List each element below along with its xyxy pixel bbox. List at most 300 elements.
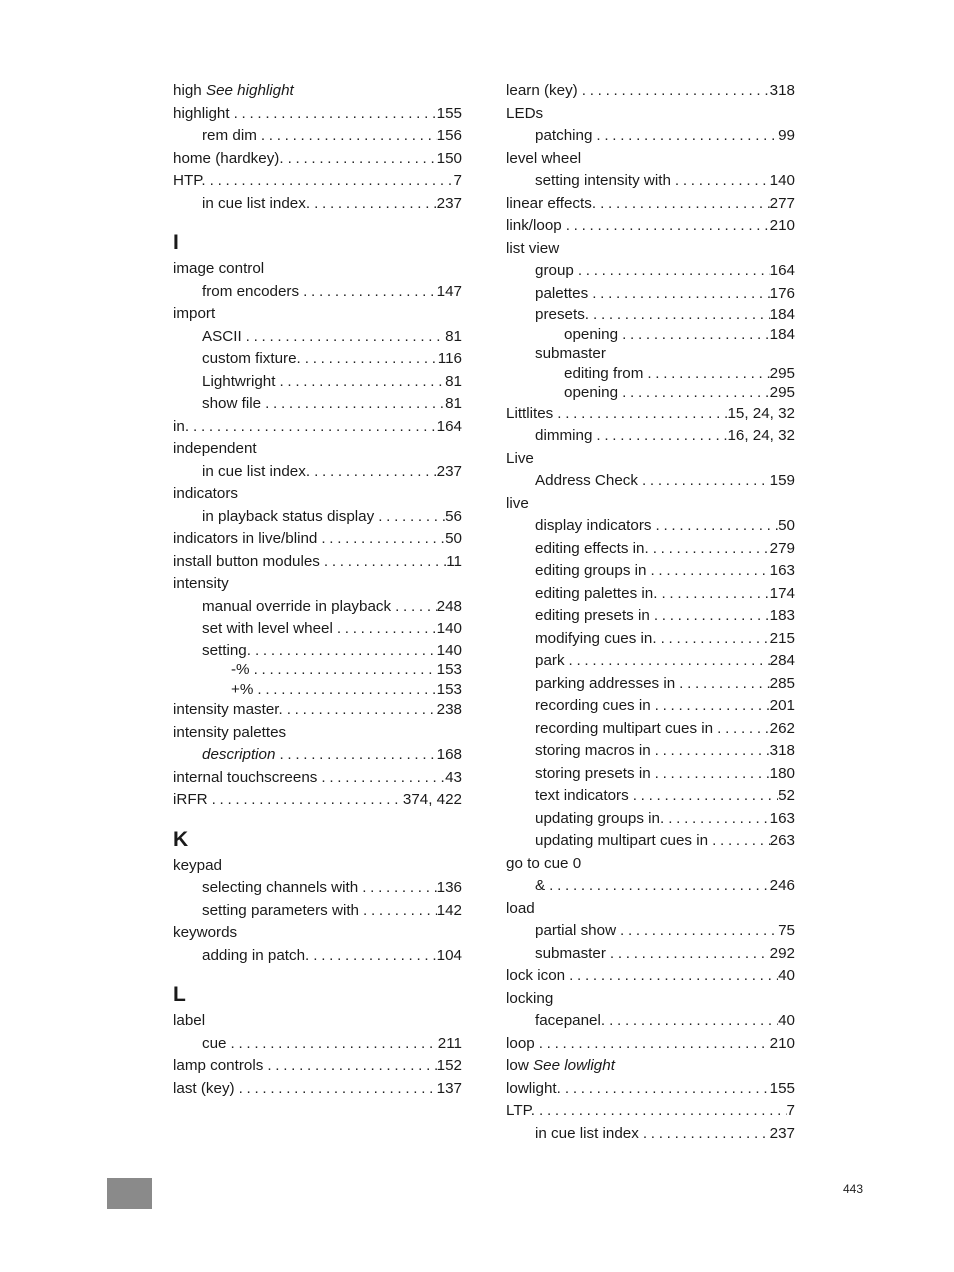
index-entry bbox=[506, 215, 795, 238]
entry-page-ref: 81 bbox=[445, 372, 462, 390]
entry-term bbox=[535, 170, 671, 193]
index-entry bbox=[506, 515, 795, 538]
entry-term-text: -% bbox=[231, 661, 250, 678]
index-entry bbox=[173, 1078, 462, 1101]
entry-term-text: palettes bbox=[535, 284, 589, 302]
entry-page-ref: 56 bbox=[445, 507, 462, 525]
entry-term-text: Address Check bbox=[535, 472, 638, 489]
footer-tab-marker bbox=[107, 1178, 152, 1209]
entry-term-text: high bbox=[173, 82, 206, 99]
index-entry bbox=[506, 193, 795, 216]
entry-term bbox=[173, 1010, 205, 1033]
entry-page-ref: 284 bbox=[769, 652, 795, 669]
dot-leader bbox=[333, 618, 437, 641]
index-entry bbox=[506, 965, 795, 988]
entry-term-text: internal touchscreens bbox=[173, 768, 318, 786]
entry-page-ref: 163 bbox=[769, 562, 795, 579]
entry-term-text: linear effects. bbox=[506, 194, 597, 212]
entry-term bbox=[173, 922, 237, 945]
entry-term-text: show file bbox=[202, 395, 262, 412]
entry-term-text: selecting channels with bbox=[202, 879, 359, 896]
entry-term bbox=[506, 988, 553, 1011]
entry-page-ref: 184 bbox=[769, 325, 795, 343]
index-entry bbox=[173, 303, 462, 326]
entry-term-text: install button modules bbox=[173, 552, 320, 570]
index-entry bbox=[173, 103, 462, 126]
entry-term-text: display indicators bbox=[535, 517, 652, 534]
index-entry bbox=[173, 281, 462, 304]
dot-leader bbox=[605, 1010, 778, 1033]
entry-term bbox=[535, 830, 708, 853]
entry-term bbox=[535, 425, 592, 448]
index-entry bbox=[173, 922, 462, 945]
index-entry bbox=[173, 438, 462, 461]
index-entry bbox=[506, 1123, 795, 1146]
index-entry bbox=[506, 560, 795, 583]
entry-term-text: partial show bbox=[535, 922, 617, 939]
entry-page-ref: 40 bbox=[778, 967, 795, 984]
index-entry bbox=[173, 680, 462, 700]
index-entry bbox=[173, 148, 462, 171]
entry-term bbox=[506, 853, 581, 876]
index-entry bbox=[173, 416, 462, 439]
entry-term-text: independent bbox=[173, 440, 257, 457]
index-entry bbox=[506, 403, 795, 426]
index-entry bbox=[506, 170, 795, 193]
entry-term bbox=[202, 596, 391, 619]
entry-term bbox=[535, 650, 565, 673]
entry-term bbox=[535, 1123, 639, 1146]
index-entry bbox=[173, 125, 462, 148]
entry-term-text: recording cues in bbox=[535, 697, 651, 714]
entry-page-ref: 147 bbox=[436, 282, 462, 300]
dot-leader bbox=[545, 875, 770, 898]
entry-term bbox=[202, 945, 309, 968]
dot-leader bbox=[589, 305, 770, 325]
dot-leader bbox=[310, 193, 437, 216]
dot-leader bbox=[535, 1100, 787, 1123]
index-entry bbox=[506, 988, 795, 1011]
entry-term-text: modifying cues in. bbox=[535, 629, 657, 647]
dot-leader bbox=[257, 125, 437, 148]
entry-term-text: Live bbox=[506, 449, 534, 467]
entry-page-ref: 140 bbox=[436, 620, 462, 637]
dot-leader bbox=[657, 628, 770, 651]
dot-leader bbox=[708, 830, 770, 853]
entry-page-ref: 248 bbox=[436, 597, 462, 615]
entry-term-text: HTP. bbox=[173, 172, 206, 189]
entry-term bbox=[202, 348, 301, 371]
index-entry bbox=[173, 767, 462, 790]
entry-term bbox=[506, 965, 565, 988]
index-entry bbox=[173, 722, 462, 745]
entry-term bbox=[173, 1055, 263, 1078]
entry-term bbox=[506, 80, 578, 103]
entry-term-text: keywords bbox=[173, 924, 238, 941]
entry-term-text: editing presets in bbox=[535, 607, 650, 624]
index-entry bbox=[506, 448, 795, 471]
entry-term-text: updating multipart cues in bbox=[535, 832, 709, 849]
dot-leader bbox=[317, 767, 445, 790]
dot-leader bbox=[391, 596, 437, 619]
section-letter: I bbox=[173, 231, 179, 254]
entry-term bbox=[535, 785, 629, 808]
entry-see-reference: description bbox=[202, 746, 276, 763]
entry-page-ref: 155 bbox=[436, 104, 462, 122]
entry-term-text: patching bbox=[535, 127, 593, 144]
index-entry bbox=[506, 673, 795, 696]
entry-term bbox=[173, 438, 257, 461]
dot-leader bbox=[616, 920, 778, 943]
index-entry bbox=[173, 551, 462, 574]
entry-page-ref: 174 bbox=[769, 584, 795, 602]
entry-term-text: submaster bbox=[535, 345, 606, 362]
entry-term-text: presets. bbox=[535, 306, 590, 323]
entry-term-text: low bbox=[506, 1057, 534, 1074]
entry-term-text: locking bbox=[506, 989, 554, 1007]
entry-term-text: editing groups in bbox=[535, 562, 647, 579]
entry-term bbox=[202, 744, 275, 767]
entry-term bbox=[506, 1100, 535, 1123]
entry-term-text: group bbox=[535, 262, 574, 279]
index-entry bbox=[506, 383, 795, 403]
entry-page-ref: 318 bbox=[769, 82, 795, 99]
entry-page-ref: 50 bbox=[445, 530, 462, 547]
entry-page-ref: 279 bbox=[769, 539, 795, 557]
entry-term-text: last (key) bbox=[173, 1079, 235, 1097]
entry-page-ref: 52 bbox=[778, 787, 795, 804]
entry-term-text: learn (key) bbox=[506, 82, 578, 99]
entry-term-text: set with level wheel bbox=[202, 620, 333, 637]
entry-page-ref: 285 bbox=[769, 674, 795, 692]
entry-term-text: adding in patch. bbox=[202, 946, 310, 964]
entry-term bbox=[535, 628, 657, 651]
dot-leader bbox=[553, 403, 727, 426]
entry-term bbox=[202, 393, 261, 416]
entry-term bbox=[535, 763, 651, 786]
entry-term bbox=[173, 170, 206, 193]
entry-term bbox=[173, 303, 215, 326]
entry-term-text: dimming bbox=[535, 427, 593, 444]
entry-term bbox=[535, 875, 545, 898]
entry-term bbox=[535, 125, 592, 148]
dot-leader bbox=[561, 1078, 770, 1101]
index-entry bbox=[506, 875, 795, 898]
index-entry bbox=[173, 855, 462, 878]
entry-term bbox=[202, 326, 242, 349]
index-column-left bbox=[173, 80, 462, 1100]
entry-term-text: label bbox=[173, 1012, 206, 1029]
entry-page-ref: 263 bbox=[769, 832, 795, 849]
dot-leader bbox=[618, 383, 770, 403]
entry-term-text: in playback status display bbox=[202, 507, 375, 525]
index-entry bbox=[506, 740, 795, 763]
entry-term bbox=[202, 641, 251, 661]
entry-term bbox=[202, 125, 257, 148]
dot-leader bbox=[317, 528, 445, 551]
entry-term bbox=[231, 680, 253, 700]
dot-leader bbox=[358, 877, 436, 900]
entry-term bbox=[173, 148, 284, 171]
entry-term-text: in cue list index. bbox=[202, 462, 311, 480]
index-entry bbox=[173, 618, 462, 641]
entry-page-ref: 164 bbox=[769, 262, 795, 279]
dot-leader bbox=[374, 506, 445, 529]
index-entry bbox=[173, 573, 462, 596]
entry-term bbox=[535, 283, 588, 306]
entry-page-ref: 176 bbox=[769, 284, 795, 302]
entry-term bbox=[535, 943, 606, 966]
entry-term bbox=[173, 699, 283, 722]
entry-term-text: list view bbox=[506, 239, 560, 257]
entry-page-ref: 99 bbox=[778, 127, 795, 144]
index-entry bbox=[173, 170, 462, 193]
entry-term bbox=[202, 618, 333, 641]
entry-page-ref: 81 bbox=[445, 327, 462, 345]
entry-term-text: LEDs bbox=[506, 104, 544, 122]
index-entry bbox=[506, 1033, 795, 1056]
index-entry bbox=[506, 238, 795, 261]
entry-page-ref: 40 bbox=[778, 1012, 795, 1029]
dot-leader bbox=[578, 80, 770, 103]
dot-leader bbox=[310, 461, 437, 484]
entry-page-ref: 210 bbox=[769, 217, 795, 234]
entry-page-ref: 104 bbox=[436, 946, 462, 964]
entry-page-ref: 137 bbox=[436, 1079, 462, 1097]
entry-page-ref: 237 bbox=[436, 462, 462, 480]
entry-page-ref: 11 bbox=[446, 552, 462, 570]
entry-page-ref: 183 bbox=[769, 607, 795, 624]
dot-leader bbox=[283, 699, 437, 722]
entry-term bbox=[506, 238, 559, 261]
entry-page-ref: 184 bbox=[769, 306, 795, 323]
entry-term-text: updating groups in. bbox=[535, 809, 665, 827]
index-entry bbox=[173, 326, 462, 349]
index-entry bbox=[173, 1055, 462, 1078]
entry-term-text: facepanel. bbox=[535, 1012, 606, 1029]
dot-leader bbox=[652, 515, 779, 538]
index-entry bbox=[173, 483, 462, 506]
entry-term-text: & bbox=[535, 877, 546, 894]
index-entry bbox=[506, 538, 795, 561]
index-entry bbox=[173, 641, 462, 661]
dot-leader bbox=[651, 763, 770, 786]
entry-page-ref: 153 bbox=[436, 680, 462, 698]
entry-page-ref: 164 bbox=[436, 417, 462, 435]
index-entry bbox=[506, 260, 795, 283]
index-entry bbox=[173, 699, 462, 722]
dot-leader bbox=[206, 170, 454, 193]
dot-leader bbox=[657, 583, 769, 606]
entry-page-ref: 75 bbox=[778, 922, 795, 939]
index-entry bbox=[173, 1033, 462, 1056]
entry-term bbox=[173, 722, 286, 745]
entry-term-text: intensity palettes bbox=[173, 723, 287, 741]
index-entry bbox=[506, 808, 795, 831]
dot-leader bbox=[189, 416, 437, 439]
index-entry bbox=[506, 785, 795, 808]
entry-term bbox=[173, 551, 320, 574]
entry-term-text: indicators in live/blind bbox=[173, 530, 318, 547]
entry-term-text: lamp controls bbox=[173, 1057, 264, 1074]
dot-leader bbox=[275, 371, 445, 394]
index-column-right bbox=[506, 80, 795, 1145]
dot-leader bbox=[320, 551, 446, 574]
entry-term-text: level wheel bbox=[506, 149, 582, 167]
entry-term bbox=[535, 515, 652, 538]
entry-page-ref: 262 bbox=[769, 719, 795, 737]
entry-term-text: storing macros in bbox=[535, 742, 651, 759]
entry-page-ref: 180 bbox=[769, 764, 795, 782]
entry-term-text: in. bbox=[173, 417, 190, 435]
entry-page-ref: 211 bbox=[437, 1034, 462, 1052]
dot-leader bbox=[592, 125, 778, 148]
entry-term-text: +% bbox=[231, 680, 254, 698]
entry-page-ref: 246 bbox=[769, 877, 795, 894]
entry-term bbox=[506, 493, 529, 516]
index-entry bbox=[506, 493, 795, 516]
entry-term-text: opening bbox=[564, 384, 619, 401]
entry-page-ref: 201 bbox=[769, 697, 795, 714]
index-entry bbox=[506, 125, 795, 148]
index-entry bbox=[173, 877, 462, 900]
entry-page-ref: 81 bbox=[445, 395, 462, 412]
dot-leader bbox=[242, 326, 445, 349]
dot-leader bbox=[649, 538, 770, 561]
entry-page-ref: 277 bbox=[769, 194, 795, 212]
dot-leader bbox=[250, 660, 437, 680]
entry-term bbox=[535, 470, 638, 493]
entry-term-text: LTP. bbox=[506, 1102, 535, 1119]
dot-leader bbox=[301, 348, 438, 371]
entry-term bbox=[535, 538, 649, 561]
entry-page-ref: 318 bbox=[769, 742, 795, 759]
entry-term bbox=[202, 281, 299, 304]
index-entry bbox=[506, 718, 795, 741]
entry-term-text: storing presets in bbox=[535, 764, 651, 782]
index-entry bbox=[506, 1100, 795, 1123]
index-entry bbox=[173, 900, 462, 923]
entry-term-text: Lightwright bbox=[202, 372, 276, 390]
index-entry bbox=[506, 943, 795, 966]
entry-term bbox=[173, 573, 229, 596]
entry-term-text: editing effects in. bbox=[535, 539, 649, 557]
entry-page-ref: 168 bbox=[436, 746, 462, 763]
entry-page-ref: 155 bbox=[769, 1079, 795, 1097]
entry-term bbox=[506, 1033, 535, 1056]
entry-term-text: recording multipart cues in bbox=[535, 719, 714, 737]
entry-term bbox=[202, 461, 310, 484]
entry-term bbox=[506, 215, 562, 238]
entry-term bbox=[564, 325, 618, 345]
index-entry bbox=[506, 305, 795, 325]
index-entry bbox=[506, 103, 795, 126]
entry-term-text: editing palettes in. bbox=[535, 584, 658, 602]
entry-term bbox=[506, 1055, 615, 1078]
entry-term bbox=[173, 416, 189, 439]
index-entry bbox=[506, 763, 795, 786]
entry-term-text: editing from bbox=[564, 364, 644, 382]
entry-page-ref: 136 bbox=[436, 879, 462, 896]
entry-term bbox=[506, 1078, 561, 1101]
entry-term-text: in cue list index. bbox=[202, 194, 311, 212]
entry-page-ref: 16, 24, 32 bbox=[727, 427, 795, 444]
index-entry bbox=[173, 744, 462, 767]
index-entry bbox=[173, 80, 462, 103]
entry-page-ref: 292 bbox=[769, 944, 795, 962]
entry-term-text: image control bbox=[173, 260, 265, 277]
dot-leader bbox=[651, 695, 770, 718]
index-entry bbox=[173, 528, 462, 551]
dot-leader bbox=[253, 680, 436, 700]
index-entry bbox=[173, 371, 462, 394]
entry-term-text: setting intensity with bbox=[535, 172, 671, 189]
entry-page-ref: 7 bbox=[453, 172, 462, 189]
entry-term bbox=[202, 193, 310, 216]
entry-term-text: lock icon bbox=[506, 967, 566, 984]
dot-leader bbox=[263, 1055, 436, 1078]
dot-leader bbox=[562, 215, 770, 238]
entry-term-text: iRFR bbox=[173, 791, 208, 808]
index-entry bbox=[506, 283, 795, 306]
dot-leader bbox=[299, 281, 437, 304]
dot-leader bbox=[235, 1078, 437, 1101]
dot-leader bbox=[251, 641, 437, 661]
entry-term bbox=[535, 718, 713, 741]
index-entry bbox=[506, 1010, 795, 1033]
entry-term-text: load bbox=[506, 899, 535, 917]
entry-term bbox=[506, 898, 535, 921]
entry-term bbox=[535, 344, 606, 364]
dot-leader bbox=[651, 740, 770, 763]
entry-term bbox=[535, 605, 650, 628]
entry-page-ref: 152 bbox=[436, 1057, 462, 1074]
entry-page-ref: 15, 24, 32 bbox=[727, 404, 795, 422]
dot-leader bbox=[671, 170, 770, 193]
entry-term-text: indicators bbox=[173, 485, 238, 502]
entry-term bbox=[173, 80, 294, 103]
entry-term-text: in cue list index bbox=[535, 1124, 639, 1142]
entry-term-text: setting. bbox=[202, 641, 251, 659]
entry-term bbox=[564, 364, 643, 384]
entry-term bbox=[173, 483, 238, 506]
entry-page-ref: 116 bbox=[437, 350, 462, 367]
dot-leader bbox=[643, 364, 769, 384]
dot-leader bbox=[284, 148, 437, 171]
dot-leader bbox=[638, 470, 770, 493]
index-entry bbox=[506, 898, 795, 921]
entry-page-ref: 295 bbox=[769, 364, 795, 382]
dot-leader bbox=[646, 560, 769, 583]
section-letter: L bbox=[173, 983, 186, 1006]
entry-term bbox=[202, 877, 358, 900]
dot-leader bbox=[592, 425, 727, 448]
index-entry bbox=[173, 945, 462, 968]
entry-page-ref: 50 bbox=[778, 517, 795, 534]
dot-leader bbox=[596, 193, 770, 216]
dot-leader bbox=[565, 650, 770, 673]
index-entry bbox=[506, 853, 795, 876]
entry-term-text: intensity master. bbox=[173, 701, 283, 718]
dot-leader bbox=[664, 808, 769, 831]
entry-page-ref: 374, 422 bbox=[402, 791, 462, 808]
entry-page-ref: 140 bbox=[769, 172, 795, 189]
entry-term bbox=[202, 1033, 227, 1056]
index-entry bbox=[173, 461, 462, 484]
dot-leader bbox=[275, 744, 436, 767]
entry-term bbox=[506, 103, 543, 126]
index-entry bbox=[506, 830, 795, 853]
